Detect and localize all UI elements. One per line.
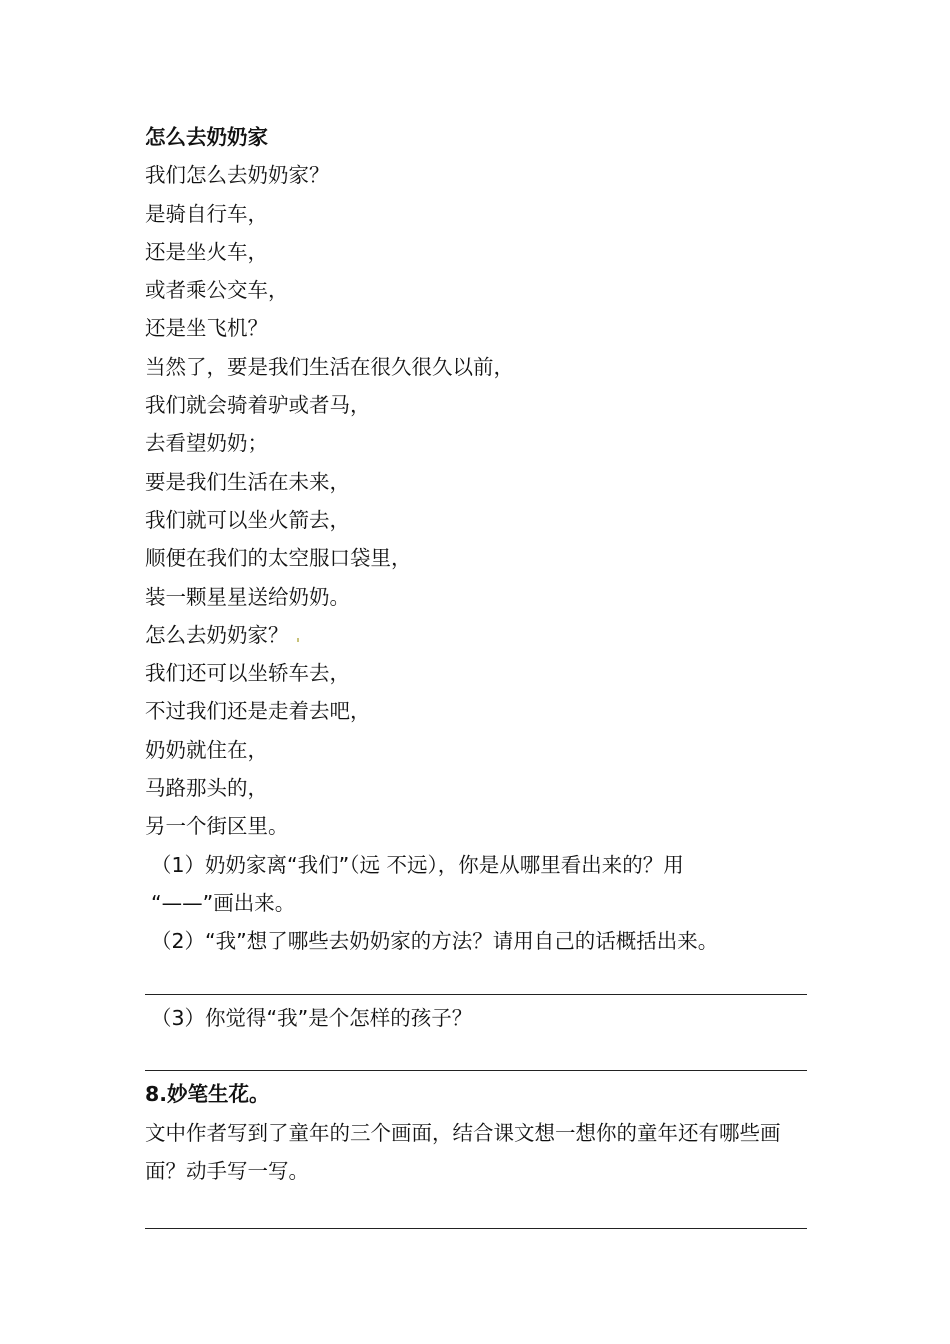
poem-line: 怎么去奶奶家？ (145, 622, 289, 647)
poem-line: 我们就可以坐火箭去， (145, 507, 350, 532)
poem-line: 我们还可以坐轿车去， (145, 661, 350, 686)
poem-line-with-mark (145, 616, 807, 654)
section-8-heading: 8.妙笔生花。 (145, 1082, 270, 1107)
answer-line-q3[interactable] (145, 1037, 807, 1075)
question-1-line-2: “——”画出来。 (151, 890, 296, 915)
answer-rule (145, 1070, 807, 1071)
poem-line: 还是坐火车， (145, 239, 268, 264)
stray-mark (297, 638, 299, 642)
poem-line: 顺便在我们的太空服口袋里， (145, 546, 412, 571)
question-2: （2）“我”想了哪些去奶奶家的方法？请用自己的话概括出来。 (151, 929, 719, 954)
worksheet-page (145, 118, 807, 1233)
poem-line: 要是我们生活在未来， (145, 469, 350, 494)
answer-rule (145, 994, 807, 995)
section-8-prompt: 文中作者写到了童年的三个画面，结合课文想一想你的童年还有哪些画面？动手写一写。 (145, 1120, 781, 1184)
poem-line: 还是坐飞机？ (145, 316, 268, 341)
question-1-line-1: （1）奶奶家离“我们”（远 不远），你是从哪里看出来的？用 (151, 852, 684, 877)
poem-line: 或者乘公交车， (145, 278, 289, 303)
answer-line-q2[interactable] (145, 961, 807, 999)
poem-line: 不过我们还是走着去吧， (145, 699, 371, 724)
poem-line: 我们怎么去奶奶家？ (145, 163, 330, 188)
poem-title: 怎么去奶奶家 (145, 125, 268, 149)
poem-line: 当然了，要是我们生活在很久很久以前， (145, 354, 514, 379)
poem-line: 去看望奶奶； (145, 431, 268, 456)
question-3: （3）你觉得“我”是个怎样的孩子？ (151, 1005, 473, 1030)
poem-line: 是骑自行车， (145, 201, 268, 226)
poem-line: 马路那头的， (145, 776, 268, 801)
poem-line: 另一个街区里。 (145, 814, 289, 839)
poem-line: 装一颗星星送给奶奶。 (145, 584, 350, 609)
poem-line: 奶奶就住在， (145, 737, 268, 762)
answer-rule (145, 1228, 807, 1229)
answer-line-section-8[interactable] (145, 1194, 807, 1232)
poem-line: 我们就会骑着驴或者马， (145, 393, 371, 418)
